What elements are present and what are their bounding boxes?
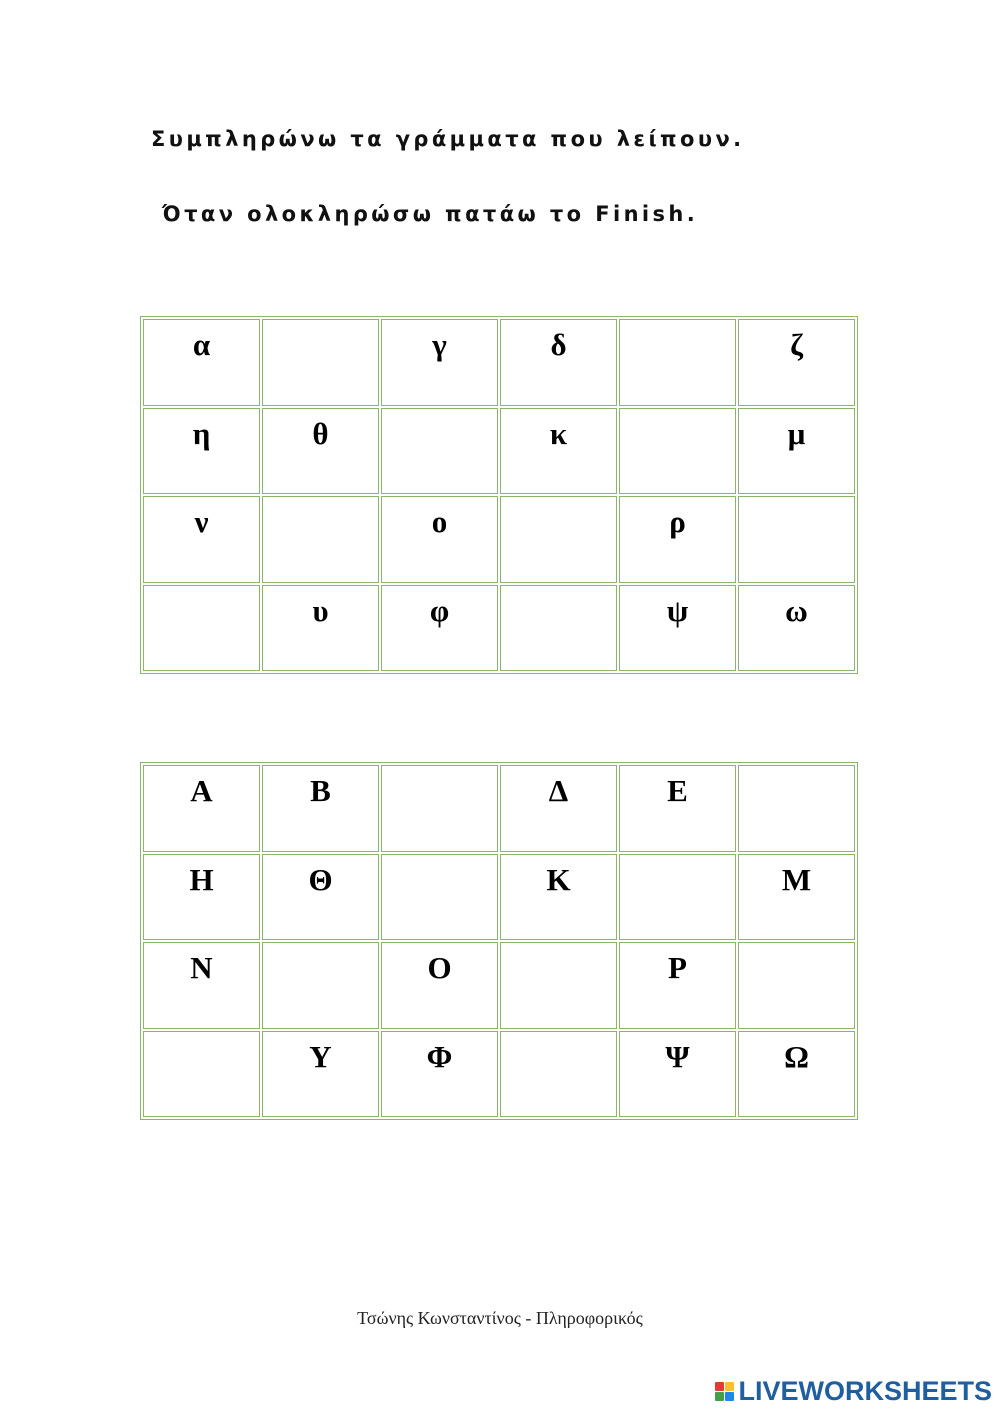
blank-letter-cell[interactable]: [619, 408, 736, 495]
letter-cell: Ω: [738, 1031, 855, 1118]
logo-square-blue: [725, 1392, 734, 1401]
letter-cell: Ν: [143, 942, 260, 1029]
blank-letter-cell[interactable]: [738, 765, 855, 852]
letter-cell: γ: [381, 319, 498, 406]
liveworksheets-logo-icon: [715, 1382, 734, 1401]
letter-cell: μ: [738, 408, 855, 495]
letter-cell: ζ: [738, 319, 855, 406]
author-footer: Τσώνης Κωνσταντίνος - Πληροφορικός: [357, 1308, 643, 1328]
letter-cell: Β: [262, 765, 379, 852]
blank-letter-cell[interactable]: [381, 408, 498, 495]
letter-cell: α: [143, 319, 260, 406]
logo-square-green: [715, 1392, 724, 1401]
letter-cell: ρ: [619, 496, 736, 583]
blank-letter-cell[interactable]: [619, 319, 736, 406]
logo-square-yellow: [725, 1382, 734, 1391]
letter-cell: θ: [262, 408, 379, 495]
liveworksheets-brand[interactable]: [715, 1376, 992, 1407]
blank-letter-cell[interactable]: [381, 765, 498, 852]
brand-name: LIVEWORKSHEETS: [738, 1376, 992, 1406]
blank-letter-cell[interactable]: [500, 942, 617, 1029]
letter-cell: Ο: [381, 942, 498, 1029]
letter-cell: Φ: [381, 1031, 498, 1118]
uppercase-letters-table: [140, 762, 858, 1120]
letter-cell: υ: [262, 585, 379, 672]
letter-cell: Ψ: [619, 1031, 736, 1118]
blank-letter-cell[interactable]: [738, 942, 855, 1029]
blank-letter-cell[interactable]: [381, 854, 498, 941]
letter-cell: κ: [500, 408, 617, 495]
blank-letter-cell[interactable]: [143, 585, 260, 672]
letter-cell: Ε: [619, 765, 736, 852]
letter-cell: Δ: [500, 765, 617, 852]
letter-cell: Κ: [500, 854, 617, 941]
instruction-line-1: Συμπληρώνω τα γράμματα που λείπουν.: [151, 127, 745, 151]
logo-square-red: [715, 1382, 724, 1391]
blank-letter-cell[interactable]: [262, 319, 379, 406]
letter-cell: ω: [738, 585, 855, 672]
blank-letter-cell[interactable]: [738, 496, 855, 583]
letter-cell: φ: [381, 585, 498, 672]
letter-cell: Ρ: [619, 942, 736, 1029]
blank-letter-cell[interactable]: [500, 496, 617, 583]
letter-cell: ψ: [619, 585, 736, 672]
letter-cell: Μ: [738, 854, 855, 941]
blank-letter-cell[interactable]: [500, 585, 617, 672]
blank-letter-cell[interactable]: [262, 496, 379, 583]
letter-cell: Υ: [262, 1031, 379, 1118]
instruction-line-2: Όταν ολοκληρώσω πατάω το Finish.: [162, 202, 699, 226]
letter-cell: δ: [500, 319, 617, 406]
letter-cell: η: [143, 408, 260, 495]
letter-cell: ο: [381, 496, 498, 583]
blank-letter-cell[interactable]: [262, 942, 379, 1029]
blank-letter-cell[interactable]: [143, 1031, 260, 1118]
lowercase-letters-table: [140, 316, 858, 674]
letter-cell: ν: [143, 496, 260, 583]
blank-letter-cell[interactable]: [619, 854, 736, 941]
blank-letter-cell[interactable]: [500, 1031, 617, 1118]
letter-cell: Θ: [262, 854, 379, 941]
letter-cell: Η: [143, 854, 260, 941]
letter-cell: Α: [143, 765, 260, 852]
